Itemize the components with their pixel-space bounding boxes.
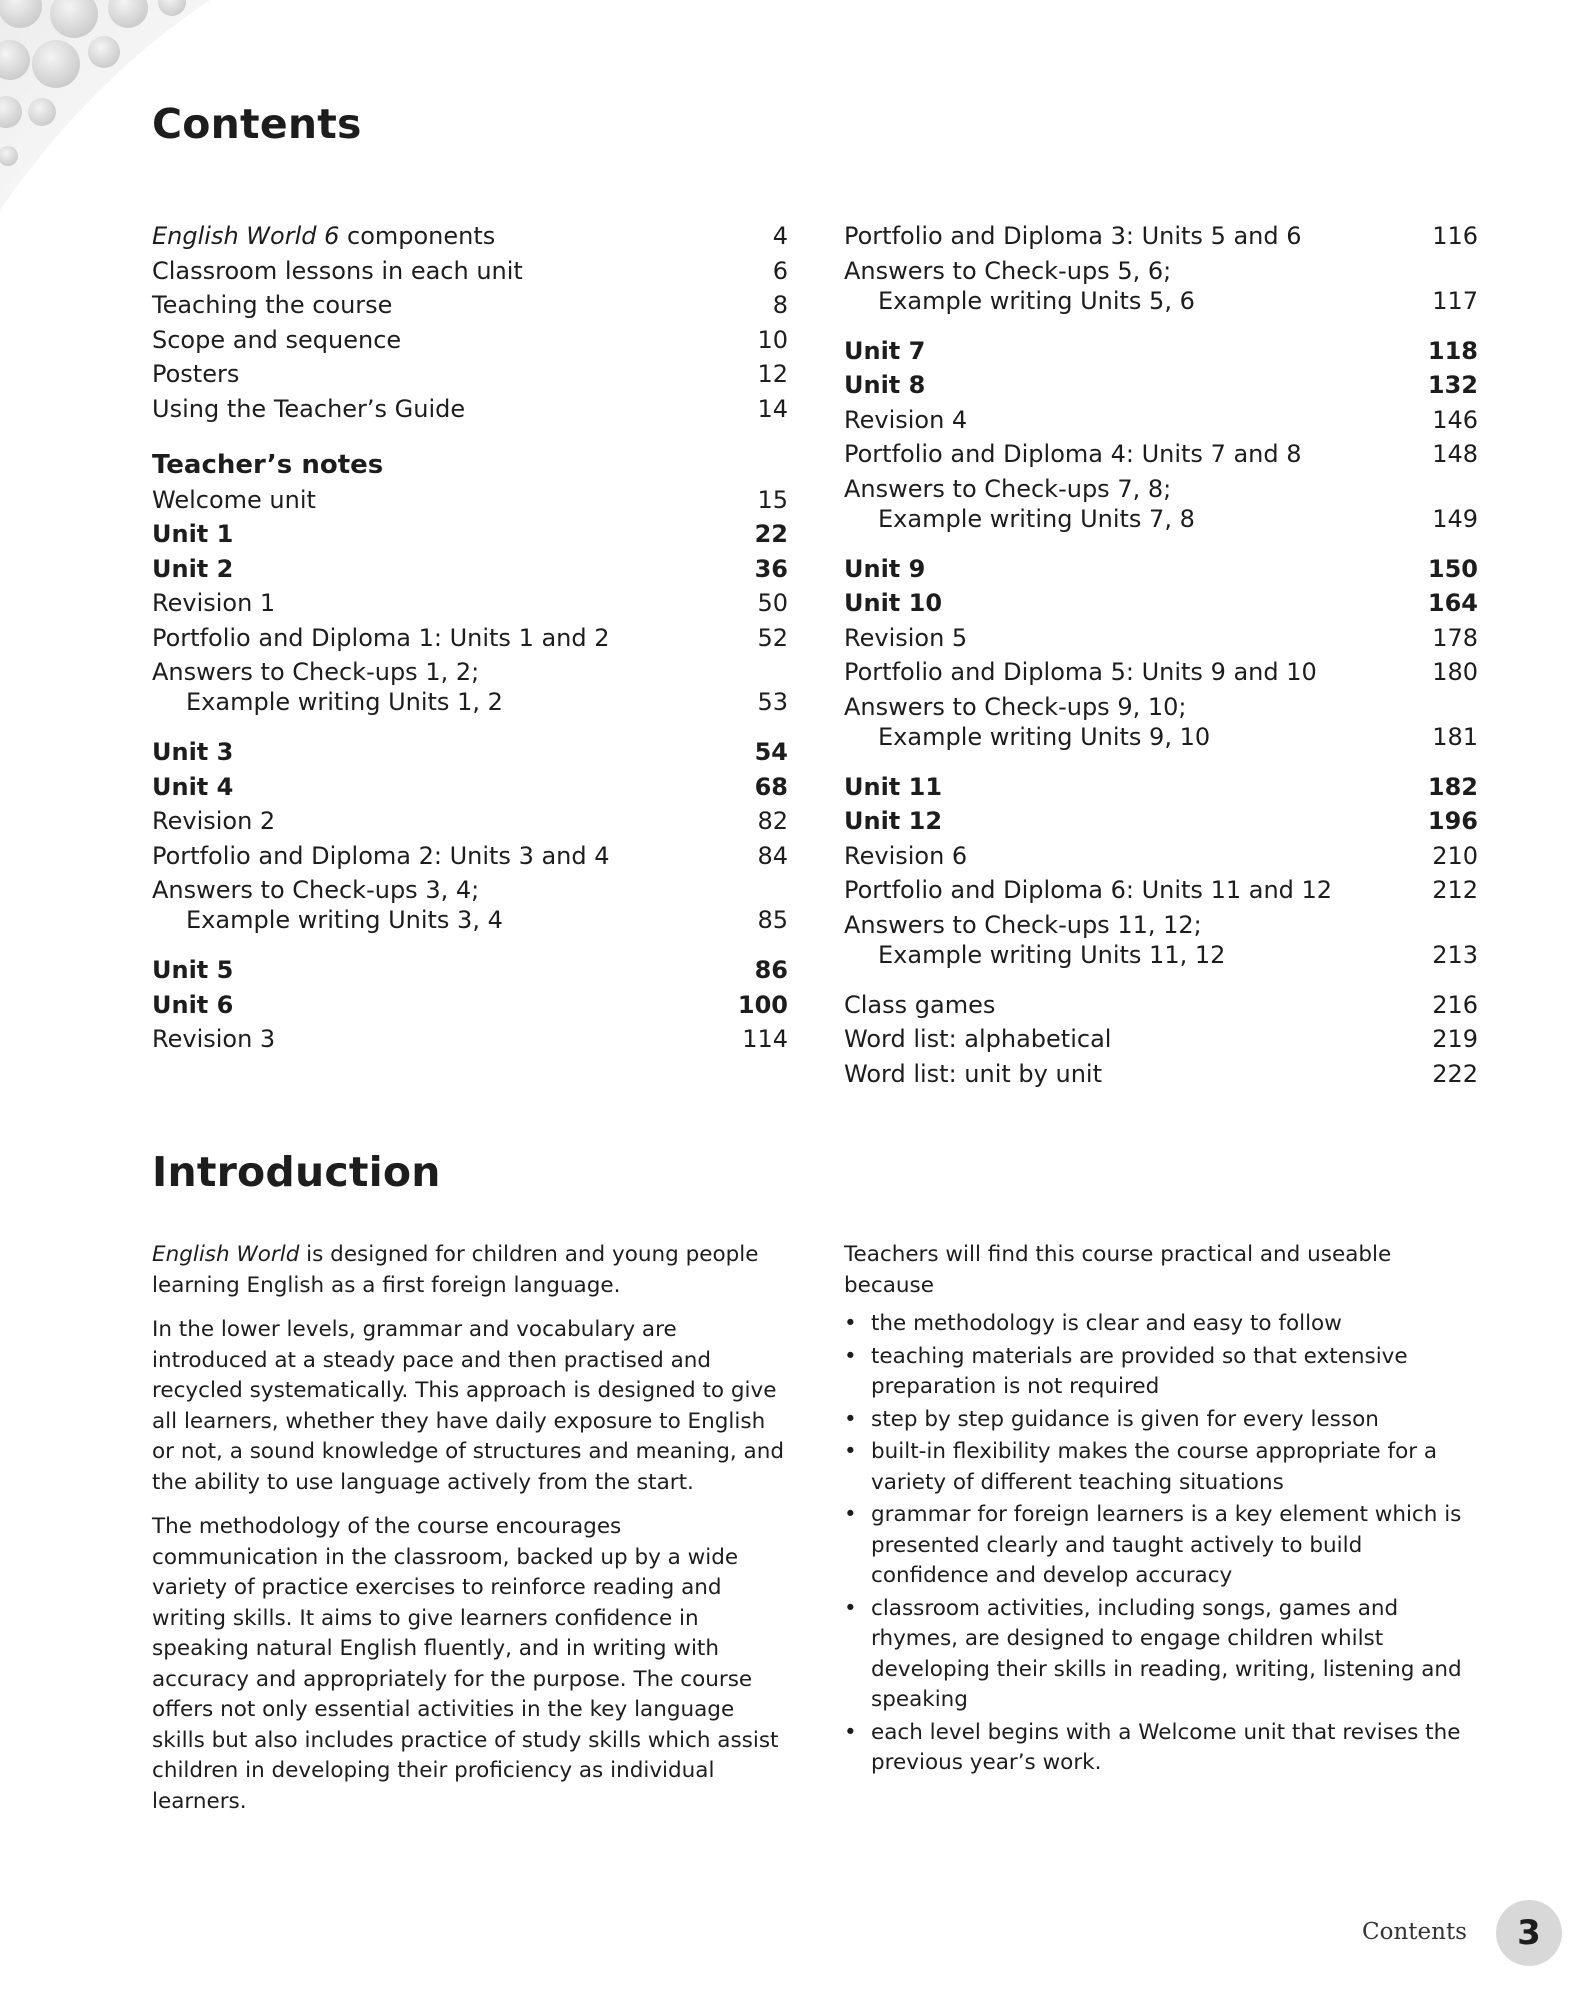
- toc-entry-sublabel: Example writing Units 1, 2: [186, 688, 503, 716]
- list-item-text: built-in flexibility makes the course appropriate for a variety of different teaching situations: [871, 1439, 1438, 1495]
- toc-entry-italic: English World 6: [152, 222, 340, 250]
- toc-entry-page: 15: [757, 485, 788, 514]
- page-number: 3: [1496, 1900, 1562, 1966]
- toc-entry-page: 219: [1432, 1025, 1478, 1053]
- toc-entry-label: Portfolio and Diploma 6: Units 11 and 12: [844, 876, 1333, 904]
- toc-entry-page: 132: [1427, 371, 1478, 399]
- toc-entry-sublabel: Example writing Units 11, 12: [878, 940, 1226, 969]
- toc-entry-answers-5[interactable]: [844, 690, 1478, 754]
- toc-entry[interactable]: [152, 392, 788, 427]
- toc-entry-label: Portfolio and Diploma 2: Units 3 and 4: [152, 841, 610, 870]
- toc-entry-label: Answers to Check-ups 7, 8;: [844, 474, 1172, 503]
- list-item: [844, 1437, 1484, 1498]
- toc-entry-portfolio-3[interactable]: [844, 219, 1478, 254]
- toc-entry-label: Portfolio and Diploma 5: Units 9 and 10: [844, 658, 1317, 686]
- toc-entry-portfolio-1[interactable]: [152, 621, 788, 656]
- toc-entry[interactable]: [152, 288, 788, 323]
- toc-entry-page: 222: [1432, 1059, 1478, 1088]
- list-item-text: grammar for foreign learners is a key element which is presented clearly and taught actively to build confidence and develop accuracy: [871, 1502, 1462, 1588]
- teachers-notes-heading: Teacher’s notes: [152, 450, 384, 480]
- toc-entry-page: 150: [1427, 554, 1478, 583]
- toc-entry-label: Using the Teacher’s Guide: [152, 394, 466, 423]
- toc-entry-label: Teaching the course: [152, 291, 393, 319]
- toc-entry-portfolio-5[interactable]: [844, 655, 1478, 690]
- toc-entry-portfolio-2[interactable]: [152, 839, 788, 874]
- toc-entry-unit-7[interactable]: [844, 334, 1478, 369]
- toc-entry-revision-6[interactable]: [844, 839, 1478, 874]
- toc-entry-answers-1[interactable]: [152, 655, 788, 719]
- toc-entry-page: 86: [754, 956, 788, 984]
- footer-section-label: Contents: [1362, 1919, 1467, 1945]
- toc-entry-sublabel: Example writing Units 5, 6: [878, 286, 1195, 315]
- toc-entry-unit-11[interactable]: [844, 770, 1478, 805]
- toc-entry-unit-3[interactable]: [152, 735, 788, 770]
- toc-entry-label: Answers to Check-ups 3, 4;: [152, 876, 480, 904]
- toc-entry-page: 68: [754, 772, 788, 801]
- toc-entry-revision-5[interactable]: [844, 621, 1478, 656]
- contents-title: Contents: [152, 100, 362, 148]
- bullet-icon: •: [844, 1439, 857, 1464]
- toc-entry[interactable]: [152, 254, 788, 289]
- toc-entry-label: Portfolio and Diploma 4: Units 7 and 8: [844, 440, 1302, 468]
- toc-entry-page: 116: [1432, 222, 1478, 250]
- toc-right-column: [844, 219, 1478, 1091]
- bullet-icon: •: [844, 1719, 857, 1745]
- toc-entry-unit-6[interactable]: [152, 988, 788, 1023]
- toc-entry-label: Unit 8: [844, 371, 926, 399]
- toc-entry-label: Unit 11: [844, 772, 943, 801]
- bullet-icon: •: [844, 1502, 857, 1527]
- toc-entry-page: 117: [1432, 286, 1478, 315]
- list-item: [844, 1405, 1484, 1436]
- toc-entry-label: Unit 2: [152, 554, 234, 583]
- toc-entry-page: 54: [754, 738, 788, 766]
- toc-entry-label: components: [339, 222, 496, 250]
- toc-entry-label: Unit 9: [844, 554, 926, 583]
- list-item: [844, 1500, 1484, 1592]
- toc-entry-welcome[interactable]: [152, 483, 788, 518]
- toc-entry-unit-10[interactable]: [844, 586, 1478, 621]
- toc-entry-revision-4[interactable]: [844, 403, 1478, 438]
- toc-entry-page: 4: [772, 222, 788, 250]
- toc-entry-label: Unit 1: [152, 520, 234, 548]
- list-item-text: teaching materials are provided so that extensive preparation is not required: [871, 1343, 1408, 1399]
- intro-right-lead: Teachers will find this course practical and useable because: [844, 1242, 1392, 1298]
- toc-entry-page: 216: [1432, 990, 1478, 1019]
- toc-entry-answers-3[interactable]: [844, 254, 1478, 318]
- toc-entry-page: 212: [1432, 876, 1478, 904]
- toc-entry-label: Posters: [152, 360, 240, 388]
- toc-entry-page: 178: [1432, 623, 1478, 652]
- intro-paragraph-3: The methodology of the course encourages communication in the classroom, backed up by a wide variety of practice exercises to reinforce reading and writing skills. It aims to give learners confidence in speaking natural English fluently, and in writing with accuracy and appropriately for the purpose. The course offers not only essential activities in the key language skills but also includes practice of study skills which assist children in developing their proficiency as individual learners.: [152, 1514, 779, 1814]
- toc-entry-page: 213: [1432, 940, 1478, 969]
- toc-entry-unit-1[interactable]: [152, 517, 788, 552]
- toc-entry-label: Portfolio and Diploma 3: Units 5 and 6: [844, 222, 1302, 250]
- toc-entry-label: Unit 3: [152, 738, 234, 766]
- toc-entry-label: Portfolio and Diploma 1: Units 1 and 2: [152, 623, 610, 652]
- toc-entry-label: Revision 2: [152, 807, 276, 835]
- intro-paragraph-1: [152, 1240, 792, 1301]
- toc-entry-label: Welcome unit: [152, 485, 316, 514]
- toc-entry-page: 85: [757, 906, 788, 934]
- toc-entry-page: 114: [742, 1025, 788, 1053]
- toc-entry-page: 52: [757, 623, 788, 652]
- toc-entry-label: Revision 6: [844, 841, 968, 870]
- toc-entry-page: 100: [737, 990, 788, 1019]
- toc-entry-page: 164: [1427, 589, 1478, 617]
- toc-entry-unit-2[interactable]: [152, 552, 788, 587]
- toc-entry-label: Classroom lessons in each unit: [152, 256, 523, 285]
- toc-entry-answers-6[interactable]: [844, 908, 1478, 972]
- toc-entry-page: 8: [772, 291, 788, 319]
- toc-entry-unit-9[interactable]: [844, 552, 1478, 587]
- intro-paragraph-1-text: is designed for children and young people learning English as a first foreign language.: [152, 1242, 759, 1298]
- toc-entry-page: 118: [1427, 336, 1478, 365]
- toc-entry-page: 22: [754, 520, 788, 548]
- toc-left-column: [152, 219, 788, 1057]
- toc-entry-portfolio-6[interactable]: [844, 873, 1478, 908]
- toc-entry-page: 82: [757, 807, 788, 835]
- list-item: [844, 1718, 1484, 1779]
- toc-entry-label: Answers to Check-ups 9, 10;: [844, 692, 1187, 721]
- toc-entry-page: 210: [1432, 841, 1478, 870]
- list-item-text: each level begins with a Welcome unit that revises the previous year’s work.: [871, 1719, 1461, 1775]
- toc-entry-unit-12[interactable]: [844, 804, 1478, 839]
- toc-entry-portfolio-4[interactable]: [844, 437, 1478, 472]
- introduction-title: Introduction: [152, 1148, 441, 1196]
- toc-entry-label: Revision 3: [152, 1025, 276, 1053]
- bullet-icon: •: [844, 1311, 857, 1336]
- toc-entry-label: Answers to Check-ups 1, 2;: [152, 658, 480, 686]
- intro-paragraph-2: In the lower levels, grammar and vocabulary are introduced at a steady pace and then practised and recycled systematically. This approach is designed to give all learners, whether they have daily exposure to English or not, a sound knowledge of structures and meaning, and the ability to use language actively from the start.: [152, 1317, 784, 1495]
- toc-entry-page: 14: [757, 394, 788, 423]
- toc-entry-label: Unit 4: [152, 772, 234, 801]
- toc-entry-label: Unit 12: [844, 807, 943, 835]
- toc-entry-page: 182: [1427, 772, 1478, 801]
- toc-entry-page: 36: [754, 554, 788, 583]
- toc-entry-revision-3[interactable]: [152, 1022, 788, 1057]
- toc-entry-revision-2[interactable]: [152, 804, 788, 839]
- list-item: [844, 1309, 1484, 1340]
- toc-entry-sublabel: Example writing Units 7, 8: [878, 504, 1195, 533]
- toc-entry-page: 181: [1432, 722, 1478, 751]
- benefits-list: [844, 1309, 1484, 1779]
- toc-entry-unit-8[interactable]: [844, 368, 1478, 403]
- toc-entry-sublabel: Example writing Units 9, 10: [878, 722, 1211, 751]
- introduction-left-column: [152, 1240, 792, 1831]
- toc-entry-class-games[interactable]: [844, 988, 1478, 1023]
- toc-entry-page: 180: [1432, 658, 1478, 686]
- toc-entry-label: Answers to Check-ups 11, 12;: [844, 910, 1202, 939]
- toc-entry[interactable]: [152, 357, 788, 392]
- introduction-right-column: [844, 1240, 1484, 1781]
- toc-entry-label: Word list: alphabetical: [844, 1025, 1112, 1053]
- toc-entry-word-list-alphabetical[interactable]: [844, 1022, 1478, 1057]
- toc-entry-label: Unit 10: [844, 589, 943, 617]
- toc-entry-label: Revision 1: [152, 589, 276, 617]
- toc-entry[interactable]: [152, 219, 788, 254]
- toc-entry-label: Class games: [844, 990, 996, 1019]
- toc-entry-page: 53: [757, 688, 788, 716]
- toc-entry-page: 10: [757, 325, 788, 354]
- list-item-text: the methodology is clear and easy to follow: [871, 1311, 1342, 1336]
- toc-entry-label: Word list: unit by unit: [844, 1059, 1102, 1088]
- toc-entry-sublabel: Example writing Units 3, 4: [186, 906, 503, 934]
- toc-entry-unit-4[interactable]: [152, 770, 788, 805]
- toc-entry-label: Revision 4: [844, 405, 968, 434]
- bullet-icon: •: [844, 1343, 857, 1369]
- list-item: [844, 1342, 1484, 1403]
- toc-entry-page: 12: [757, 360, 788, 388]
- toc-entry-revision-1[interactable]: [152, 586, 788, 621]
- toc-entry-page: 50: [757, 589, 788, 617]
- toc-entry-label: Unit 5: [152, 956, 234, 984]
- toc-entry-page: 6: [772, 256, 788, 285]
- toc-entry-label: Unit 6: [152, 990, 234, 1019]
- toc-entry-answers-4[interactable]: [844, 472, 1478, 536]
- toc-entry-page: 149: [1432, 504, 1478, 533]
- list-item-text: step by step guidance is given for every lesson: [871, 1406, 1379, 1432]
- toc-entry-label: Revision 5: [844, 623, 968, 652]
- toc-entry-page: 84: [757, 841, 788, 870]
- toc-entry-label: Unit 7: [844, 336, 926, 365]
- toc-entry-word-list-unit[interactable]: [844, 1057, 1478, 1092]
- bullet-icon: •: [844, 1406, 857, 1432]
- intro-paragraph-1-italic: English World: [152, 1242, 300, 1267]
- toc-entry[interactable]: [152, 323, 788, 358]
- list-item-text: classroom activities, including songs, games and rhymes, are designed to engage children whilst developing their skills in reading, writing, listening and speaking: [871, 1595, 1462, 1712]
- toc-entry-label: Answers to Check-ups 5, 6;: [844, 256, 1172, 285]
- toc-entry-label: Scope and sequence: [152, 325, 402, 354]
- toc-entry-page: 146: [1432, 405, 1478, 434]
- toc-entry-page: 148: [1432, 440, 1478, 468]
- toc-entry-unit-5[interactable]: [152, 953, 788, 988]
- list-item: [844, 1594, 1484, 1716]
- toc-entry-page: 196: [1427, 807, 1478, 835]
- bullet-icon: •: [844, 1595, 857, 1621]
- toc-entry-answers-2[interactable]: [152, 873, 788, 937]
